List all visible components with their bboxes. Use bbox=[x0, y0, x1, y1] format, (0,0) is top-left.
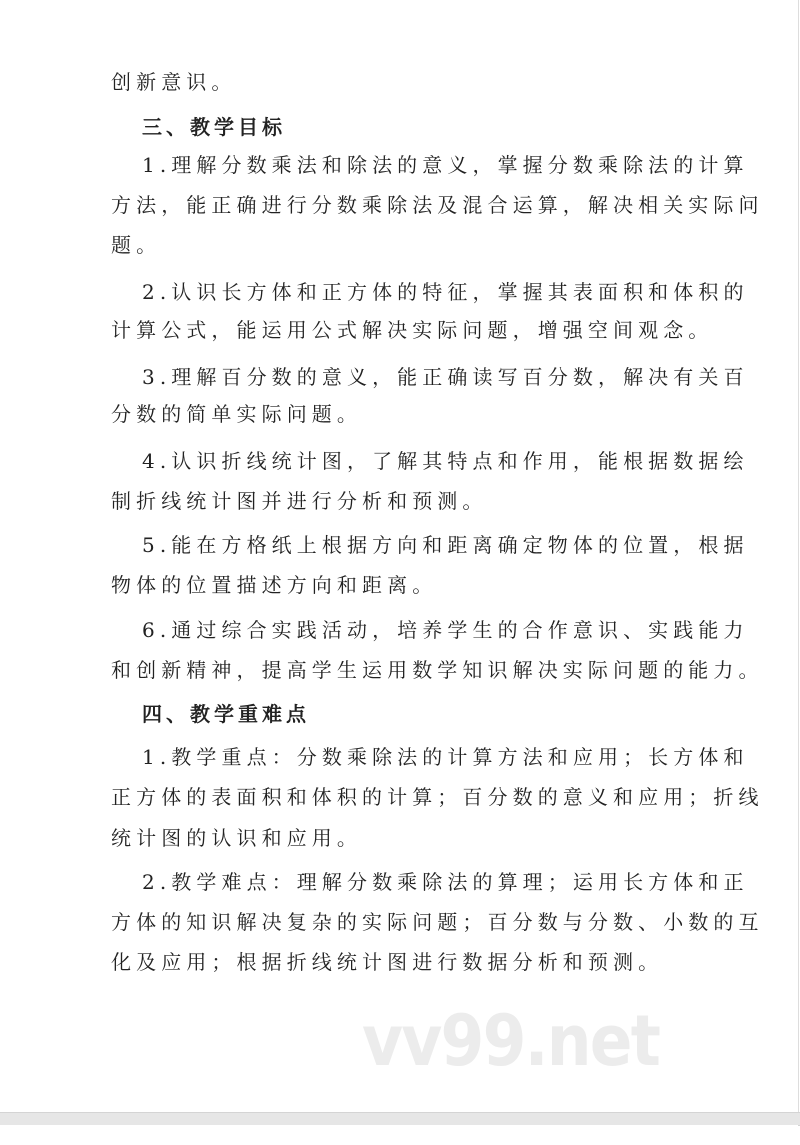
section-heading: 三、教学目标 bbox=[142, 115, 286, 139]
next-page bbox=[0, 1125, 798, 1145]
paragraph-line: 制折线统计图并进行分析和预测。 bbox=[111, 489, 488, 513]
paragraph-line: 6.通过综合实践活动，培养学生的合作意识、实践能力 bbox=[142, 618, 749, 642]
paragraph-line: 方法，能正确进行分数乘除法及混合运算，解决相关实际问 bbox=[111, 193, 764, 217]
watermark: vv99.net bbox=[362, 1000, 660, 1082]
section-heading: 四、教学重难点 bbox=[142, 702, 310, 726]
paragraph-line: 正方体的表面积和体积的计算；百分数的意义和应用；折线 bbox=[111, 785, 764, 809]
paragraph-line: 2.教学难点：理解分数乘除法的算理；运用长方体和正 bbox=[142, 870, 749, 894]
paragraph-line: 2.认识长方体和正方体的特征，掌握其表面积和体积的 bbox=[142, 280, 749, 304]
paragraph-line: 5.能在方格纸上根据方向和距离确定物体的位置，根据 bbox=[142, 533, 749, 557]
paragraph-line: 4.认识折线统计图，了解其特点和作用，能根据数据绘 bbox=[142, 449, 749, 473]
paragraph-line: 1.理解分数乘法和除法的意义，掌握分数乘除法的计算 bbox=[142, 153, 749, 177]
paragraph-line: 创新意识。 bbox=[111, 70, 237, 94]
paragraph-line: 统计图的认识和应用。 bbox=[111, 826, 362, 850]
paragraph-line: 分数的简单实际问题。 bbox=[111, 402, 362, 426]
paragraph-line: 题。 bbox=[111, 233, 162, 257]
page-separator bbox=[0, 1112, 800, 1126]
paragraph-line: 计算公式，能运用公式解决实际问题，增强空间观念。 bbox=[111, 318, 714, 342]
paragraph-line: 化及应用；根据折线统计图进行数据分析和预测。 bbox=[111, 950, 664, 974]
paragraph-line: 物体的位置描述方向和距离。 bbox=[111, 573, 438, 597]
paragraph-line: 1.教学重点：分数乘除法的计算方法和应用；长方体和 bbox=[142, 745, 749, 769]
paragraph-line: 和创新精神，提高学生运用数学知识解决实际问题的能力。 bbox=[111, 658, 764, 682]
paragraph-line: 方体的知识解决复杂的实际问题；百分数与分数、小数的互 bbox=[111, 910, 764, 934]
paragraph-line: 3.理解百分数的意义，能正确读写百分数，解决有关百 bbox=[142, 365, 749, 389]
